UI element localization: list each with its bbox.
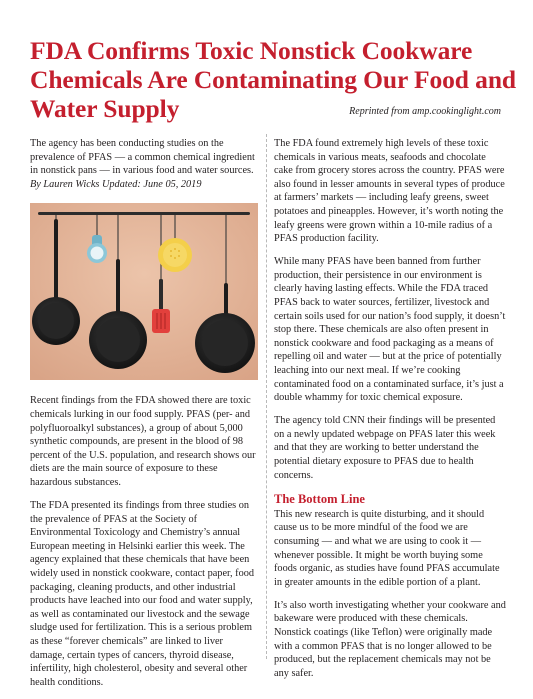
cookware-photo [30, 203, 258, 380]
headline: FDA Confirms Toxic Nonstick Cookware Chemicals Are Contaminating Our Food and Water Supply [30, 36, 516, 123]
intro-paragraph [30, 137, 258, 191]
intro-text: The agency has been conducting studies on the prevalence of PFAS — a common chemical ingredient in nonstick pans — in various food and water sources. [30, 138, 255, 177]
right-column [274, 137, 506, 690]
right-paragraph: While many PFAS have been banned from further production, their persistence in our environment is clearly having lasting effects. While the FDA traced PFAS back to water sources, fertilizer, livestock and certain soils used for our nation’s food supply, it doesn’t stop there. These chemicals are also often present in nonstick cookware and food packaging as a means of repelling oil and water — but at the price of potentially leaching into our next meal. If we’re cooking contaminated food on a contaminated surface, it’s just a double whammy for toxic chemical exposure. [274, 256, 506, 404]
bottom-line-subhead: The Bottom Line [274, 491, 365, 506]
left-paragraph: The FDA presented its findings from three studies on the prevalence of PFAS at the Society of Environmental Toxicology and Chemistry’s annual European meeting in Helsinki earlier this week. The agency explained that these chemicals that have been widely used in nonstick cookware, contact paper, food packaging, cleaning products, and other industrial products have leached into our food and water supply, as well as contaminated our livestock and the sewage sludge used for fertilization. This is a serious problem as these “forever chemicals” are linked to liver damage, certain types of cancers, thyroid disease, infertility, high cholesterol, obesity and several other health conditions. [30, 500, 255, 688]
yellow-plate-icon [158, 238, 192, 272]
left-paragraph: Recent findings from the FDA showed there are toxic chemicals lurking in our food supply. PFAS (per- and polyfluoroalkyl substances), a group of about 5,000 synthetic compounds, are present in the blood of 98 percent of the U.S. population, and research shows our diets are the main source of exposure to these hazardous substances. [30, 395, 256, 488]
byline: By Lauren Wicks Updated: June 05, 2019 [30, 178, 202, 190]
hanging-rail [38, 212, 250, 215]
reprint-credit: Reprinted from amp.cookinglight.com [349, 106, 501, 117]
right-paragraph: The agency told CNN their findings will be presented on a newly updated webpage on PFAS later this week and that they are working to better understand the potential dietary exposure to PFAS due to health concerns. [274, 415, 496, 481]
column-divider [266, 134, 267, 659]
bottom-paragraph: This new research is quite disturbing, and it should cause us to be more mindful of the food we are consuming — and what we are using to cook it — whenever possible. It might be worth buying some foods organic, as studies have found PFAS accumulate in greater amounts in the edible portion of a plant. [274, 508, 500, 588]
left-column [30, 137, 258, 699]
bottom-paragraph: It’s also worth investigating whether your cookware and bakeware were produced with these chemicals. Nonstick coatings (like Teflon) were originally made with a common PFAS that is no longer allowed to be produced, but the replacement chemicals may not be any safer. [274, 599, 506, 679]
right-paragraph: The FDA found extremely high levels of these toxic chemicals in various meats, seafoods and chocolate cake from grocery stores across the country. PFAS were also found in lesser amounts in several types of produce at farmers’ markets — including leafy greens, sweet potatoes and pineapples. However, it’s worth noting the leafy greens were grown within a 10-mile radius of a PFAS production facility. [274, 138, 505, 245]
